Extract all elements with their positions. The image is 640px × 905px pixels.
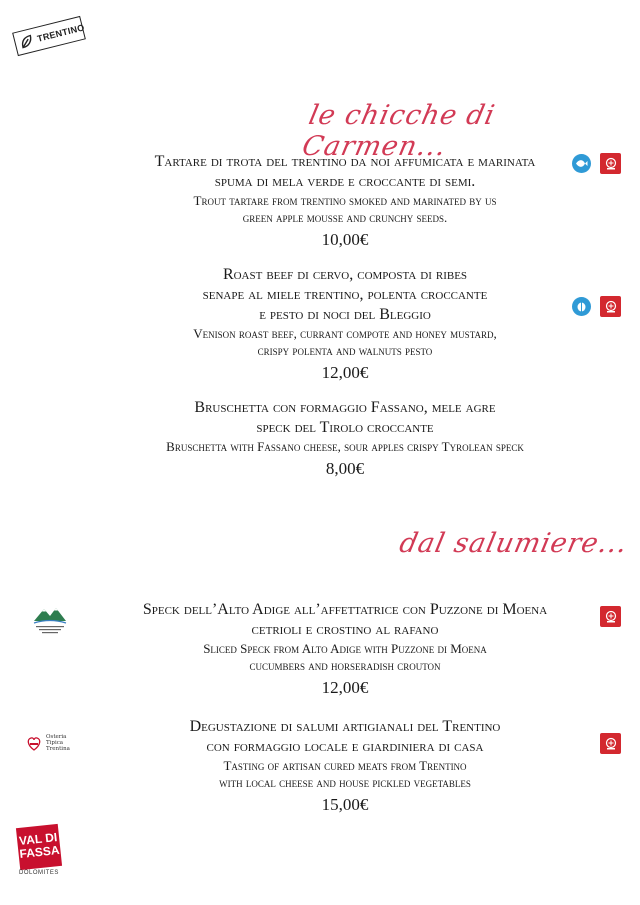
fish-allergen-icon [572,154,591,173]
item-en-line: with local cheese and house pickled vegetables [219,775,471,790]
trentino-stamp-logo [12,16,86,56]
item-it-line: Bruschetta con formaggio Fassano, mele agre [194,399,496,416]
item-price: 12,00€ [321,363,369,382]
osteria-tipica-trentina-logo: Osteria Tipica Trentina [25,730,71,756]
km0-badge-icon [600,733,621,754]
section-title-chicche: le chicche di Carmen... [299,100,499,162]
km0-badge-icon [600,606,621,627]
menu-item-venison-roast-beef [60,265,630,385]
item-price: 12,00€ [321,678,369,697]
menu-item-degustazione-salumi [60,717,630,817]
item-it-line: senape al miele trentino, polenta croccante [202,286,488,303]
item-it-line: Tartare di trota del trentino da noi affumicata e marinata [154,153,536,170]
item-it-line: speck del Tirolo croccante [256,419,434,436]
item-it-line: spuma di mela verde e croccante di semi. [214,173,476,190]
km0-badge-icon [600,153,621,174]
item-en-line: Tasting of artisan cured meats from Trentino [223,758,467,773]
item-price: 8,00€ [325,459,365,478]
km0-badge-icon [600,296,621,317]
item-it-line: Degustazione di salumi artigianali del Trentino [189,718,501,735]
item-it-line: Speck dell’Alto Adige all’affettatrice con Puzzone di Moena [142,601,548,618]
item-it-line: con formaggio locale e giardiniera di casa [206,738,484,755]
item-en-line: Venison roast beef, currant compote and honey mustard, [193,326,497,341]
item-it-line: e pesto di noci del Bleggio [259,306,431,323]
menu-item-trout-tartare [60,152,630,252]
item-price: 15,00€ [321,795,369,814]
val-di-fassa-logo [16,824,62,870]
item-en-line: Bruschetta with Fassano cheese, sour apples crispy Tyrolean speck [166,439,524,454]
leaf-icon [18,33,35,50]
item-en-line: Trout tartare from trentino smoked and marinated by us [193,193,497,208]
item-it-line: cetrioli e crostino al rafano [251,621,439,638]
item-price: 10,00€ [321,230,369,249]
osteria-emblem-icon [25,734,43,752]
stamp-text: TRENTINO [36,22,86,44]
dolomites-label: DOLOMITES [19,870,59,876]
menu-item-speck-alto-adige [60,600,630,700]
section-title-salumiere: dal salumiere... [396,528,631,559]
nuts-allergen-icon [572,297,591,316]
fassa-line2: FASSA [18,842,61,862]
item-it-line: Roast beef di cervo, composta di ribes [222,266,468,283]
item-en-line: cucumbers and horseradish crouton [249,658,441,673]
fassa-line1: VAL DI [18,830,58,849]
item-en-line: Sliced Speck from Alto Adige with Puzzone di Moena [203,641,487,656]
item-en-line: green apple mousse and crunchy seeds. [242,210,448,225]
item-en-line: crispy polenta and walnuts pesto [257,343,433,358]
menu-item-bruschetta [60,398,630,481]
